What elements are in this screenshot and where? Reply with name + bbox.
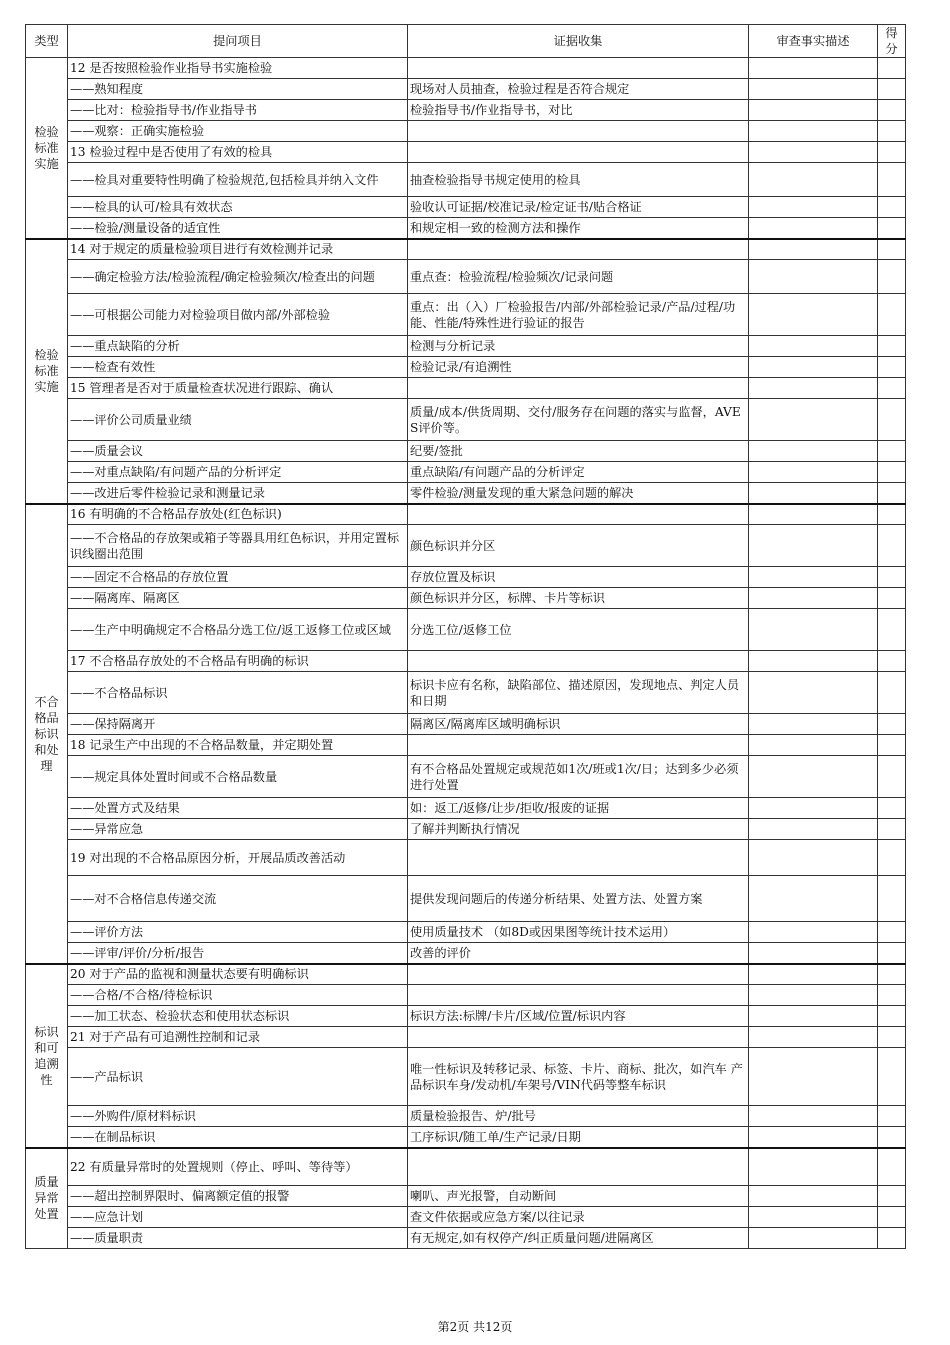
- score-cell[interactable]: [878, 876, 906, 922]
- table-row: [26, 441, 906, 462]
- facts-cell[interactable]: [749, 525, 878, 567]
- evidence-cell: 标识卡应有名称，缺陷部位、描述原因，发现地点、判定人员和日期: [408, 672, 749, 714]
- evidence-cell: 颜色标识并分区: [408, 525, 749, 567]
- facts-cell[interactable]: [749, 163, 878, 197]
- table-row: [26, 609, 906, 651]
- score-cell[interactable]: [878, 651, 906, 672]
- question-cell: 18 记录生产中出现的不合格品数量，并定期处置: [68, 735, 408, 756]
- table-row: [26, 504, 906, 525]
- facts-cell[interactable]: [749, 378, 878, 399]
- evidence-cell: [408, 985, 749, 1006]
- table-row: [26, 1127, 906, 1148]
- facts-cell[interactable]: [749, 714, 878, 735]
- evidence-cell: 标识方法:标牌/卡片/区域/位置/标识内容: [408, 1006, 749, 1027]
- score-cell[interactable]: [878, 985, 906, 1006]
- evidence-cell: [408, 840, 749, 876]
- facts-cell[interactable]: [749, 1228, 878, 1249]
- table-row: [26, 239, 906, 260]
- facts-cell[interactable]: [749, 798, 878, 819]
- audit-checklist-table: [25, 24, 906, 1249]
- evidence-cell: [408, 651, 749, 672]
- table-row: [26, 588, 906, 609]
- score-cell[interactable]: [878, 798, 906, 819]
- facts-cell[interactable]: [749, 651, 878, 672]
- question-cell: ——检查有效性: [68, 357, 408, 378]
- question-cell: 16 有明确的不合格品存放处(红色标识): [68, 504, 408, 525]
- facts-cell[interactable]: [749, 218, 878, 239]
- facts-cell[interactable]: [749, 985, 878, 1006]
- question-cell: ——对重点缺陷/有问题产品的分析评定: [68, 462, 408, 483]
- facts-cell[interactable]: [749, 121, 878, 142]
- question-cell: ——隔离库、隔离区: [68, 588, 408, 609]
- page-number: 第2页 共12页: [437, 1320, 513, 1334]
- table-row: [26, 399, 906, 441]
- score-cell[interactable]: [878, 525, 906, 567]
- facts-cell[interactable]: [749, 1006, 878, 1027]
- score-cell[interactable]: [878, 399, 906, 441]
- score-cell[interactable]: [878, 1148, 906, 1186]
- score-cell[interactable]: [878, 142, 906, 163]
- table-row: [26, 1186, 906, 1207]
- score-cell[interactable]: [878, 163, 906, 197]
- evidence-cell: [408, 964, 749, 985]
- facts-cell[interactable]: [749, 756, 878, 798]
- facts-cell[interactable]: [749, 1207, 878, 1228]
- table-row: [26, 378, 906, 399]
- evidence-cell: [408, 1148, 749, 1186]
- table-row: [26, 672, 906, 714]
- table-row: [26, 714, 906, 735]
- question-cell: ——评审/评价/分析/报告: [68, 943, 408, 964]
- question-cell: ——处置方式及结果: [68, 798, 408, 819]
- table-row: [26, 260, 906, 294]
- table-row: [26, 1148, 906, 1186]
- table-row: [26, 1207, 906, 1228]
- score-cell[interactable]: [878, 943, 906, 964]
- evidence-cell: 重点缺陷/有问题产品的分析评定: [408, 462, 749, 483]
- header-row: [26, 25, 906, 58]
- table-row: [26, 1106, 906, 1127]
- table-row: [26, 985, 906, 1006]
- question-cell: 22 有质量异常时的处置规则（停止、呼叫、等待等）: [68, 1148, 408, 1186]
- question-cell: ——观察：正确实施检验: [68, 121, 408, 142]
- facts-cell[interactable]: [749, 483, 878, 504]
- question-cell: ——评价方法: [68, 922, 408, 943]
- question-cell: ——检具对重要特性明确了检验规范,包括检具并纳入文件: [68, 163, 408, 197]
- table-row: [26, 218, 906, 239]
- question-cell: ——不合格品的存放架或箱子等器具用红色标识，并用定置标识线圈出范围: [68, 525, 408, 567]
- header-item: 提问项目: [68, 25, 408, 58]
- evidence-cell: 唯一性标识及转移记录、标签、卡片、商标、批次，如汽车 产品标识车身/发动机/车架号/VIN代码等整车标识: [408, 1048, 749, 1106]
- category-cell: 质量异常处置: [26, 1148, 68, 1249]
- evidence-cell: [408, 735, 749, 756]
- score-cell[interactable]: [878, 504, 906, 525]
- question-cell: 20 对于产品的监视和测量状态要有明确标识: [68, 964, 408, 985]
- facts-cell[interactable]: [749, 58, 878, 79]
- facts-cell[interactable]: [749, 79, 878, 100]
- question-cell: ——可根据公司能力对检验项目做内部/外部检验: [68, 294, 408, 336]
- question-cell: ——不合格品标识: [68, 672, 408, 714]
- facts-cell[interactable]: [749, 1186, 878, 1207]
- table-row: [26, 798, 906, 819]
- category-cell: 不合格品标识和处理: [26, 504, 68, 964]
- facts-cell[interactable]: [749, 142, 878, 163]
- question-cell: ——质量职责: [68, 1228, 408, 1249]
- score-cell[interactable]: [878, 1048, 906, 1106]
- question-cell: 15 管理者是否对于质量检查状况进行跟踪、确认: [68, 378, 408, 399]
- question-cell: ——保持隔离开: [68, 714, 408, 735]
- header-score: 得分: [878, 25, 906, 58]
- facts-cell[interactable]: [749, 567, 878, 588]
- evidence-cell: 重点查：检验流程/检验频次/记录问题: [408, 260, 749, 294]
- facts-cell[interactable]: [749, 819, 878, 840]
- table-row: [26, 142, 906, 163]
- facts-cell[interactable]: [749, 357, 878, 378]
- header-evidence: 证据收集: [408, 25, 749, 58]
- score-cell[interactable]: [878, 964, 906, 985]
- question-cell: ——外购件/原材料标识: [68, 1106, 408, 1127]
- evidence-cell: 喇叭、声光报警，自动断间: [408, 1186, 749, 1207]
- category-cell: 检验标准实施: [26, 58, 68, 239]
- table-row: [26, 58, 906, 79]
- evidence-cell: [408, 58, 749, 79]
- table-row: [26, 121, 906, 142]
- score-cell[interactable]: [878, 336, 906, 357]
- question-cell: ——在制品标识: [68, 1127, 408, 1148]
- question-cell: ——对不合格信息传递交流: [68, 876, 408, 922]
- table-row: [26, 735, 906, 756]
- score-cell[interactable]: [878, 1106, 906, 1127]
- question-cell: ——质量会议: [68, 441, 408, 462]
- score-cell[interactable]: [878, 714, 906, 735]
- question-cell: 14 对于规定的质量检验项目进行有效检测并记录: [68, 239, 408, 260]
- score-cell[interactable]: [878, 609, 906, 651]
- score-cell[interactable]: [878, 1228, 906, 1249]
- score-cell[interactable]: [878, 1207, 906, 1228]
- facts-cell[interactable]: [749, 609, 878, 651]
- score-cell[interactable]: [878, 218, 906, 239]
- facts-cell[interactable]: [749, 1127, 878, 1148]
- table-row: [26, 1006, 906, 1027]
- score-cell[interactable]: [878, 922, 906, 943]
- header-type: 类型: [26, 25, 68, 58]
- evidence-cell: 重点：出（入）厂检验报告/内部/外部检验记录/产品/过程/功能、性能/特殊性进行验证的报告: [408, 294, 749, 336]
- facts-cell[interactable]: [749, 964, 878, 985]
- table-row: [26, 876, 906, 922]
- score-cell[interactable]: [878, 58, 906, 79]
- header-facts: 审查事实描述: [749, 25, 878, 58]
- facts-cell[interactable]: [749, 1148, 878, 1186]
- question-cell: ——重点缺陷的分析: [68, 336, 408, 357]
- evidence-cell: [408, 504, 749, 525]
- score-cell[interactable]: [878, 100, 906, 121]
- score-cell[interactable]: [878, 1027, 906, 1048]
- category-cell: 检验标准实施: [26, 239, 68, 504]
- score-cell[interactable]: [878, 357, 906, 378]
- evidence-cell: 纪要/签批: [408, 441, 749, 462]
- question-cell: ——确定检验方法/检验流程/确定检验频次/检查出的问题: [68, 260, 408, 294]
- facts-cell[interactable]: [749, 100, 878, 121]
- question-cell: ——熟知程度: [68, 79, 408, 100]
- question-cell: 19 对出现的不合格品原因分析，开展品质改善活动: [68, 840, 408, 876]
- evidence-cell: 现场对人员抽查，检验过程是否符合规定: [408, 79, 749, 100]
- question-cell: 13 检验过程中是否使用了有效的检具: [68, 142, 408, 163]
- table-row: [26, 651, 906, 672]
- evidence-cell: 了解并判断执行情况: [408, 819, 749, 840]
- evidence-cell: 改善的评价: [408, 943, 749, 964]
- question-cell: ——合格/不合格/待检标识: [68, 985, 408, 1006]
- score-cell[interactable]: [878, 1186, 906, 1207]
- table-row: [26, 567, 906, 588]
- facts-cell[interactable]: [749, 1048, 878, 1106]
- facts-cell[interactable]: [749, 922, 878, 943]
- score-cell[interactable]: [878, 462, 906, 483]
- evidence-cell: 有无规定,如有权停产/纠正质量问题/进隔离区: [408, 1228, 749, 1249]
- evidence-cell: 抽查检验指导书规定使用的检具: [408, 163, 749, 197]
- table-row: [26, 756, 906, 798]
- question-cell: ——检验/测量设备的适宜性: [68, 218, 408, 239]
- evidence-cell: 查文件依据或应急方案/以往记录: [408, 1207, 749, 1228]
- score-cell[interactable]: [878, 79, 906, 100]
- table-row: [26, 197, 906, 218]
- question-cell: 17 不合格品存放处的不合格品有明确的标识: [68, 651, 408, 672]
- facts-cell[interactable]: [749, 840, 878, 876]
- score-cell[interactable]: [878, 197, 906, 218]
- evidence-cell: 质量/成本/供货周期、交付/服务存在问题的落实与监督，AVES评价等。: [408, 399, 749, 441]
- score-cell[interactable]: [878, 1127, 906, 1148]
- question-cell: ——产品标识: [68, 1048, 408, 1106]
- score-cell[interactable]: [878, 819, 906, 840]
- question-cell: ——超出控制界限时、偏离额定值的报警: [68, 1186, 408, 1207]
- table-row: [26, 964, 906, 985]
- facts-cell[interactable]: [749, 588, 878, 609]
- evidence-cell: 颜色标识并分区，标牌、卡片等标识: [408, 588, 749, 609]
- score-cell[interactable]: [878, 239, 906, 260]
- facts-cell[interactable]: [749, 876, 878, 922]
- table-row: [26, 943, 906, 964]
- question-cell: 12 是否按照检验作业指导书实施检验: [68, 58, 408, 79]
- evidence-cell: [408, 239, 749, 260]
- evidence-cell: 使用质量技术 （如8D或因果图等统计技术运用）: [408, 922, 749, 943]
- score-cell[interactable]: [878, 121, 906, 142]
- table-row: [26, 819, 906, 840]
- facts-cell[interactable]: [749, 441, 878, 462]
- facts-cell[interactable]: [749, 1106, 878, 1127]
- table-row: [26, 1048, 906, 1106]
- facts-cell[interactable]: [749, 336, 878, 357]
- facts-cell[interactable]: [749, 294, 878, 336]
- question-cell: ——生产中明确规定不合格品分选工位/返工返修工位或区域: [68, 609, 408, 651]
- evidence-cell: 验收认可证据/校准记录/检定证书/贴合格证: [408, 197, 749, 218]
- score-cell[interactable]: [878, 441, 906, 462]
- evidence-cell: 提供发现问题后的传递分析结果、处置方法、处置方案: [408, 876, 749, 922]
- evidence-cell: 存放位置及标识: [408, 567, 749, 588]
- table-row: [26, 840, 906, 876]
- evidence-cell: [408, 142, 749, 163]
- question-cell: ——应急计划: [68, 1207, 408, 1228]
- score-cell[interactable]: [878, 735, 906, 756]
- score-cell[interactable]: [878, 260, 906, 294]
- facts-cell[interactable]: [749, 462, 878, 483]
- evidence-cell: [408, 378, 749, 399]
- facts-cell[interactable]: [749, 197, 878, 218]
- evidence-cell: [408, 121, 749, 142]
- table-row: [26, 922, 906, 943]
- evidence-cell: 和规定相一致的检测方法和操作: [408, 218, 749, 239]
- score-cell[interactable]: [878, 378, 906, 399]
- question-cell: ——固定不合格品的存放位置: [68, 567, 408, 588]
- evidence-cell: 分选工位/返修工位: [408, 609, 749, 651]
- question-cell: ——异常应急: [68, 819, 408, 840]
- table-body: [26, 58, 906, 1249]
- evidence-cell: 零件检验/测量发现的重大紧急问题的解决: [408, 483, 749, 504]
- facts-cell[interactable]: [749, 504, 878, 525]
- evidence-cell: 质量检验报告、炉/批号: [408, 1106, 749, 1127]
- table-row: [26, 357, 906, 378]
- facts-cell[interactable]: [749, 672, 878, 714]
- evidence-cell: 有不合格品处置规定或规范如1次/班或1次/日；达到多少必须进行处置: [408, 756, 749, 798]
- question-cell: ——比对：检验指导书/作业指导书: [68, 100, 408, 121]
- table-row: [26, 100, 906, 121]
- evidence-cell: 检测与分析记录: [408, 336, 749, 357]
- table-row: [26, 483, 906, 504]
- question-cell: ——加工状态、检验状态和使用状态标识: [68, 1006, 408, 1027]
- question-cell: ——检具的认可/检具有效状态: [68, 197, 408, 218]
- facts-cell[interactable]: [749, 1027, 878, 1048]
- score-cell[interactable]: [878, 756, 906, 798]
- score-cell[interactable]: [878, 567, 906, 588]
- score-cell[interactable]: [878, 483, 906, 504]
- facts-cell[interactable]: [749, 735, 878, 756]
- table-row: [26, 462, 906, 483]
- facts-cell[interactable]: [749, 399, 878, 441]
- question-cell: ——改进后零件检验记录和测量记录: [68, 483, 408, 504]
- table-row: [26, 163, 906, 197]
- question-cell: 21 对于产品有可追溯性控制和记录: [68, 1027, 408, 1048]
- evidence-cell: 工序标识/随工单/生产记录/日期: [408, 1127, 749, 1148]
- evidence-cell: [408, 1027, 749, 1048]
- facts-cell[interactable]: [749, 260, 878, 294]
- table-row: [26, 525, 906, 567]
- evidence-cell: 隔离区/隔离库区域明确标识: [408, 714, 749, 735]
- table-row: [26, 1027, 906, 1048]
- table-row: [26, 336, 906, 357]
- question-cell: ——规定具体处置时间或不合格品数量: [68, 756, 408, 798]
- evidence-cell: 检验记录/有追溯性: [408, 357, 749, 378]
- table-row: [26, 294, 906, 336]
- facts-cell[interactable]: [749, 943, 878, 964]
- question-cell: ——评价公司质量业绩: [68, 399, 408, 441]
- category-cell: 标识和可追溯性: [26, 964, 68, 1148]
- score-cell[interactable]: [878, 588, 906, 609]
- score-cell[interactable]: [878, 672, 906, 714]
- facts-cell[interactable]: [749, 239, 878, 260]
- score-cell[interactable]: [878, 1006, 906, 1027]
- evidence-cell: 如：返工/返修/让步/拒收/报废的证据: [408, 798, 749, 819]
- evidence-cell: 检验指导书/作业指导书，对比: [408, 100, 749, 121]
- table-row: [26, 79, 906, 100]
- score-cell[interactable]: [878, 294, 906, 336]
- table-row: [26, 1228, 906, 1249]
- score-cell[interactable]: [878, 840, 906, 876]
